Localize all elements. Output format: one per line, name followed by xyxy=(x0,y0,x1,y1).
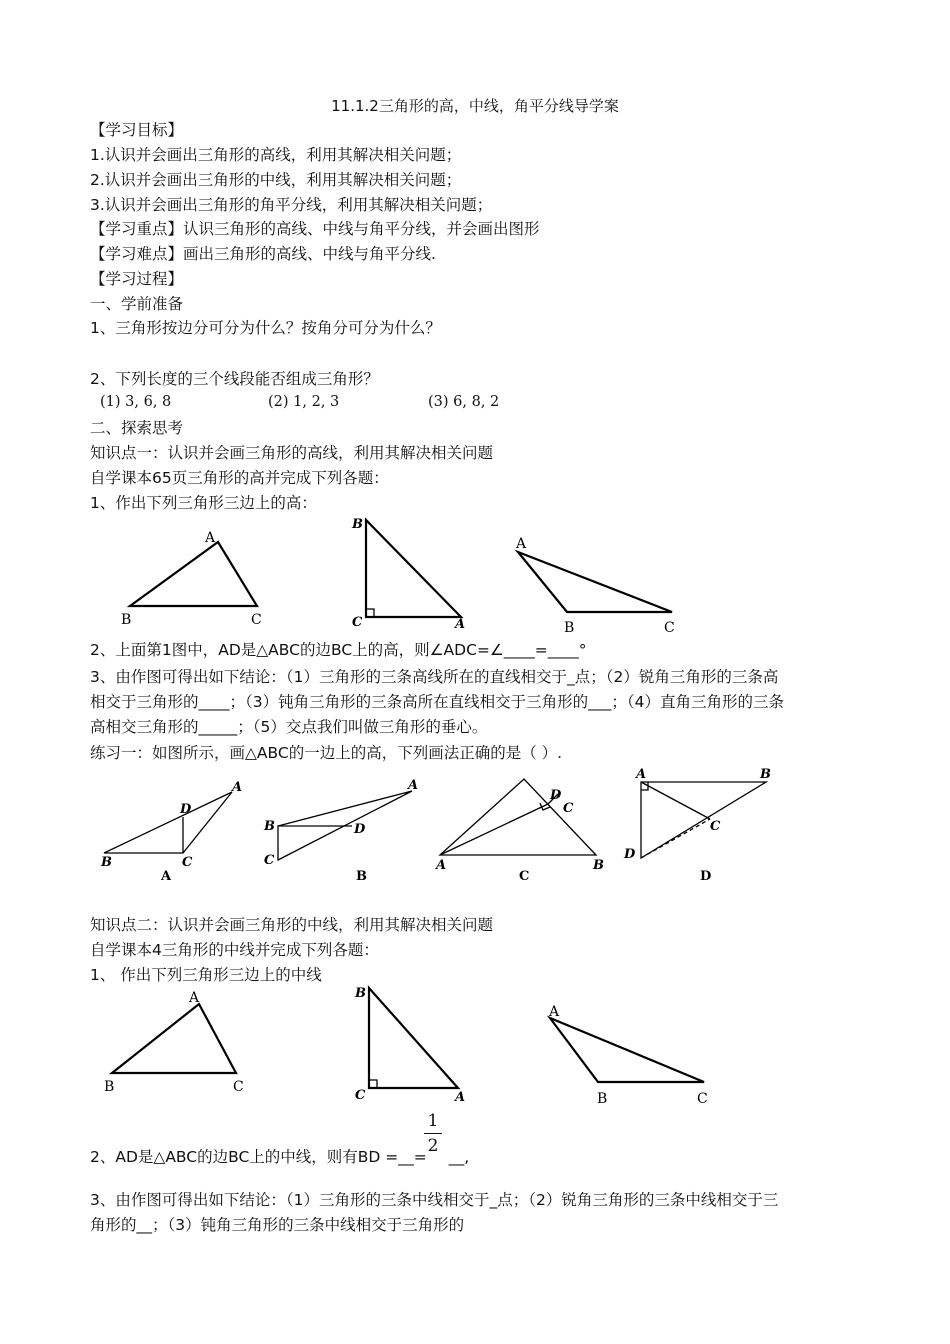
section1-question-2: 2、下列长度的三个线段能否组成三角形？ xyxy=(90,370,379,388)
length-option-1: (1) 3, 6, 8 xyxy=(100,394,172,410)
label-C: C xyxy=(233,1079,244,1095)
right-angle-mark xyxy=(366,609,374,617)
process-header: 【学习过程】 xyxy=(90,270,184,288)
label-A: A xyxy=(549,1004,560,1020)
label-C: C xyxy=(251,612,262,628)
right-angle-mark xyxy=(369,1080,377,1088)
label-B: B xyxy=(121,612,132,628)
choice-caption-a: A xyxy=(161,869,172,884)
length-option-2: (2) 1, 2, 3 xyxy=(268,394,340,410)
objective-item: 3.认识并会画出三角形的角平分线，利用其解决相关问题； xyxy=(90,196,493,214)
label-B: B xyxy=(593,858,604,873)
triangle-acute-1 xyxy=(130,542,257,606)
choice-caption-d: D xyxy=(700,869,712,884)
label-B: B xyxy=(352,517,363,532)
choice-caption-c: C xyxy=(519,869,530,884)
label-C: C xyxy=(697,1091,708,1107)
label-D: D xyxy=(354,822,366,837)
objectives-header: 【学习目标】 xyxy=(90,121,184,139)
triangle-obtuse-1 xyxy=(518,552,672,612)
label-D: D xyxy=(180,802,192,817)
section2-heading: 二、探索思考 xyxy=(90,419,184,437)
kp1-q3-line: 高相交三角形的_____；（5）交点我们叫做三角形的垂心。 xyxy=(90,718,488,736)
choice-caption-b: B xyxy=(356,869,367,884)
label-A: A xyxy=(516,536,527,552)
kp1-study: 自学课本65页三角形的高并完成下列各题： xyxy=(90,469,389,487)
kp1-q3-line: 相交于三角形的____；（3）钝角三角形的三条高所在直线相交于三角形的___；（4）直角三角形的三条 xyxy=(90,693,784,711)
label-B: B xyxy=(760,767,771,782)
exercise-1: 练习一：如图所示，画△ABC的一边上的高，下列画法正确的是（ ）. xyxy=(90,744,563,762)
choice-d-altitude xyxy=(641,782,710,819)
label-A: A xyxy=(205,530,216,546)
label-A: A xyxy=(408,778,419,793)
label-C: C xyxy=(710,819,721,834)
kp2-q3-line: 角形的__；（3）钝角三角形的三条中线相交于三角形的 xyxy=(90,1216,465,1234)
label-A: A xyxy=(636,767,647,782)
triangle-obtuse-2 xyxy=(550,1018,704,1082)
objective-item: 2.认识并会画出三角形的中线，利用其解决相关问题； xyxy=(90,171,462,189)
kp2-title: 知识点二：认识并会画三角形的中线，利用其解决相关问题 xyxy=(90,916,494,934)
triangle-right-2 xyxy=(369,988,458,1088)
label-A: A xyxy=(232,780,243,795)
page-title: 11.1.2三角形的高，中线，角平分线导学案 xyxy=(331,97,619,115)
kp2-q2-after: __, xyxy=(448,1148,470,1166)
kp2-q3-line: 3、由作图可得出如下结论：（1）三角形的三条中线相交于_点；（2）锐角三角形的三条中线相交于三 xyxy=(90,1191,779,1209)
choice-d-triangle xyxy=(641,782,766,858)
label-B: B xyxy=(264,819,275,834)
fraction-numerator: 1 xyxy=(427,1111,439,1131)
choice-a-triangle xyxy=(104,792,232,853)
kp1-question-2: 2、上面第1图中，AD是△ABC的边BC上的高，则∠ADC=∠____=____° xyxy=(90,641,587,659)
section1-question-1: 1、三角形按边分可分为什么？按角分可分为什么？ xyxy=(90,319,441,337)
label-A: A xyxy=(455,1090,466,1105)
fraction-denominator: 2 xyxy=(427,1136,439,1156)
kp2-q2-before: 2、AD是△ABC的边BC上的中线，则有BD =__= xyxy=(90,1148,427,1166)
label-B: B xyxy=(355,986,366,1001)
label-C: C xyxy=(664,620,675,636)
kp2-study: 自学课本4三角形的中线并完成下列各题： xyxy=(90,941,379,959)
section1-heading: 一、学前准备 xyxy=(90,295,184,313)
label-D: D xyxy=(550,788,562,803)
triangle-acute-2 xyxy=(112,1004,236,1073)
label-A: A xyxy=(436,858,447,873)
label-B: B xyxy=(564,620,575,636)
key-points: 【学习重点】认识三角形的高线、中线与角平分线，并会画出图形 xyxy=(90,220,540,238)
label-C: C xyxy=(182,855,193,870)
kp1-q3-line: 3、由作图可得出如下结论：（1）三角形的三条高线所在的直线相交于_点；（2）锐角三角形的三条高 xyxy=(90,668,779,686)
difficulties: 【学习难点】画出三角形的高线、中线与角平分线. xyxy=(90,245,436,263)
label-C: C xyxy=(563,801,574,816)
label-B: B xyxy=(597,1091,608,1107)
label-C: C xyxy=(352,615,363,630)
length-option-3: (3) 6, 8, 2 xyxy=(428,394,500,410)
kp2-question-1: 1、 作出下列三角形三边上的中线 xyxy=(90,966,322,984)
choice-c-altitude xyxy=(440,804,548,855)
label-B: B xyxy=(101,855,112,870)
label-C: C xyxy=(264,853,275,868)
label-D: D xyxy=(624,847,636,862)
triangle-right-1 xyxy=(366,520,461,617)
label-A: A xyxy=(189,990,200,1006)
kp1-title: 知识点一：认识并会画三角形的高线，利用其解决相关问题 xyxy=(90,444,494,462)
objective-item: 1.认识并会画出三角形的高线，利用其解决相关问题； xyxy=(90,146,462,164)
kp1-question-1: 1、作出下列三角形三边上的高： xyxy=(90,494,317,512)
label-B: B xyxy=(104,1079,115,1095)
label-A: A xyxy=(455,617,466,632)
label-C: C xyxy=(355,1088,366,1103)
